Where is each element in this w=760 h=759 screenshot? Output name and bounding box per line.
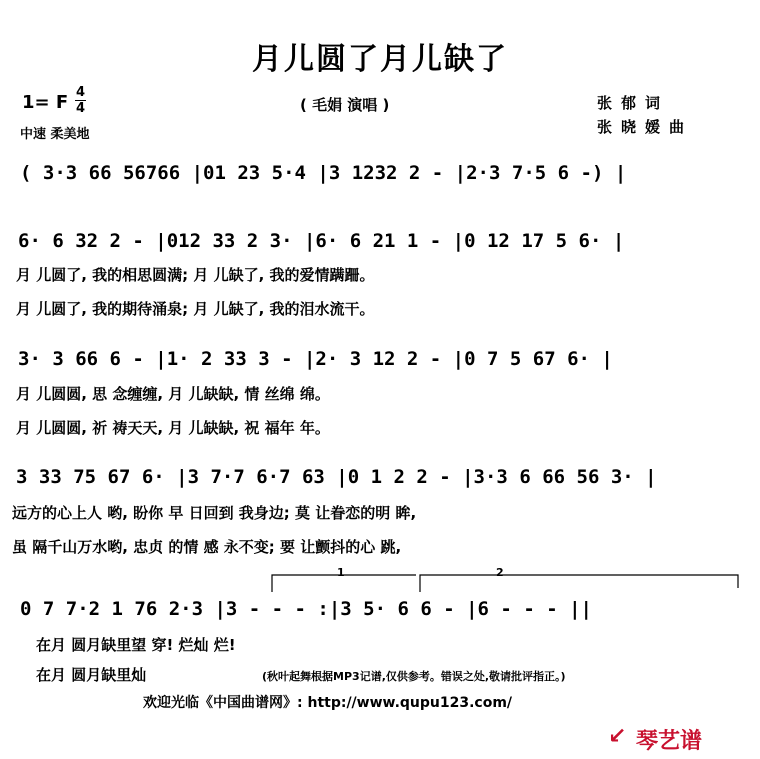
page-title: 月儿圆了月儿缺了 (252, 42, 508, 77)
volta-2-label: 2 (496, 566, 504, 579)
lyric-line: 在月 圆月缺里望 穿! 烂灿 烂! (36, 636, 236, 654)
notation-row: ( 3·3 66 56766 |01 23 5·4 |3 1232 2 - |2·3 7·5 6 -) | (20, 162, 627, 184)
time-sig-bottom: 4 (75, 101, 86, 116)
lyric-line: 远方的心上人 哟, 盼你 早 日回到 我身边; 莫 让眷恋的明 眸, (12, 504, 417, 522)
singer-credit: ( 毛娟 演唱 ) (300, 96, 390, 114)
lyric-line: 月 儿圆了, 我的期待涌泉; 月 儿缺了, 我的泪水流干。 (16, 300, 375, 318)
time-sig-top: 4 (75, 85, 86, 100)
notation-row: 3· 3 66 6 - |1· 2 33 3 - |2· 3 12 2 - |0 7 5 67 6· | (18, 348, 613, 370)
lyric-line: 虽 隔千山万水哟, 忠贞 的情 感 永不变; 要 让颤抖的心 跳, (12, 538, 402, 556)
qin-logo-icon: ↙ (608, 724, 627, 749)
lyric-line: 月 儿圆圆, 思 念缠缠, 月 儿缺缺, 情 丝绵 绵。 (16, 385, 330, 403)
key-signature: 1= F (22, 92, 69, 113)
notation-row: 0 7 7·2 1 76 2·3 |3 - - - :|3 5· 6 6 - |6 - - - || (20, 598, 592, 620)
notation-row: 6· 6 32 2 - |012 33 2 3· |6· 6 21 1 - |0 12 17 5 6· | (18, 230, 625, 252)
lyricist-credit: 张郁词 (597, 94, 670, 112)
lyric-line: 月 儿圆圆, 祈 祷天天, 月 儿缺缺, 祝 福年 年。 (16, 419, 330, 437)
footer-link-text[interactable]: 欢迎光临《中国曲谱网》: http://www.qupu123.com/ (143, 695, 513, 711)
volta-1-label: 1 (337, 566, 345, 579)
notation-row: 3 33 75 67 6· |3 7·7 6·7 63 |0 1 2 2 - |3·3 6 66 56 3· | (16, 466, 657, 488)
lyric-line: 在月 圆月缺里灿 (36, 666, 147, 684)
transcription-note: (秋叶起舞根据MP3记谱,仅供参考。错误之处,敬请批评指正。) (262, 670, 566, 683)
tempo-marking: 中速 柔美地 (20, 127, 90, 142)
brand-logo: 琴艺谱 (636, 729, 703, 754)
lyric-line: 月 儿圆了, 我的相思圆满; 月 儿缺了, 我的爱情蹒跚。 (16, 266, 375, 284)
composer-credit: 张晓媛曲 (597, 118, 694, 136)
